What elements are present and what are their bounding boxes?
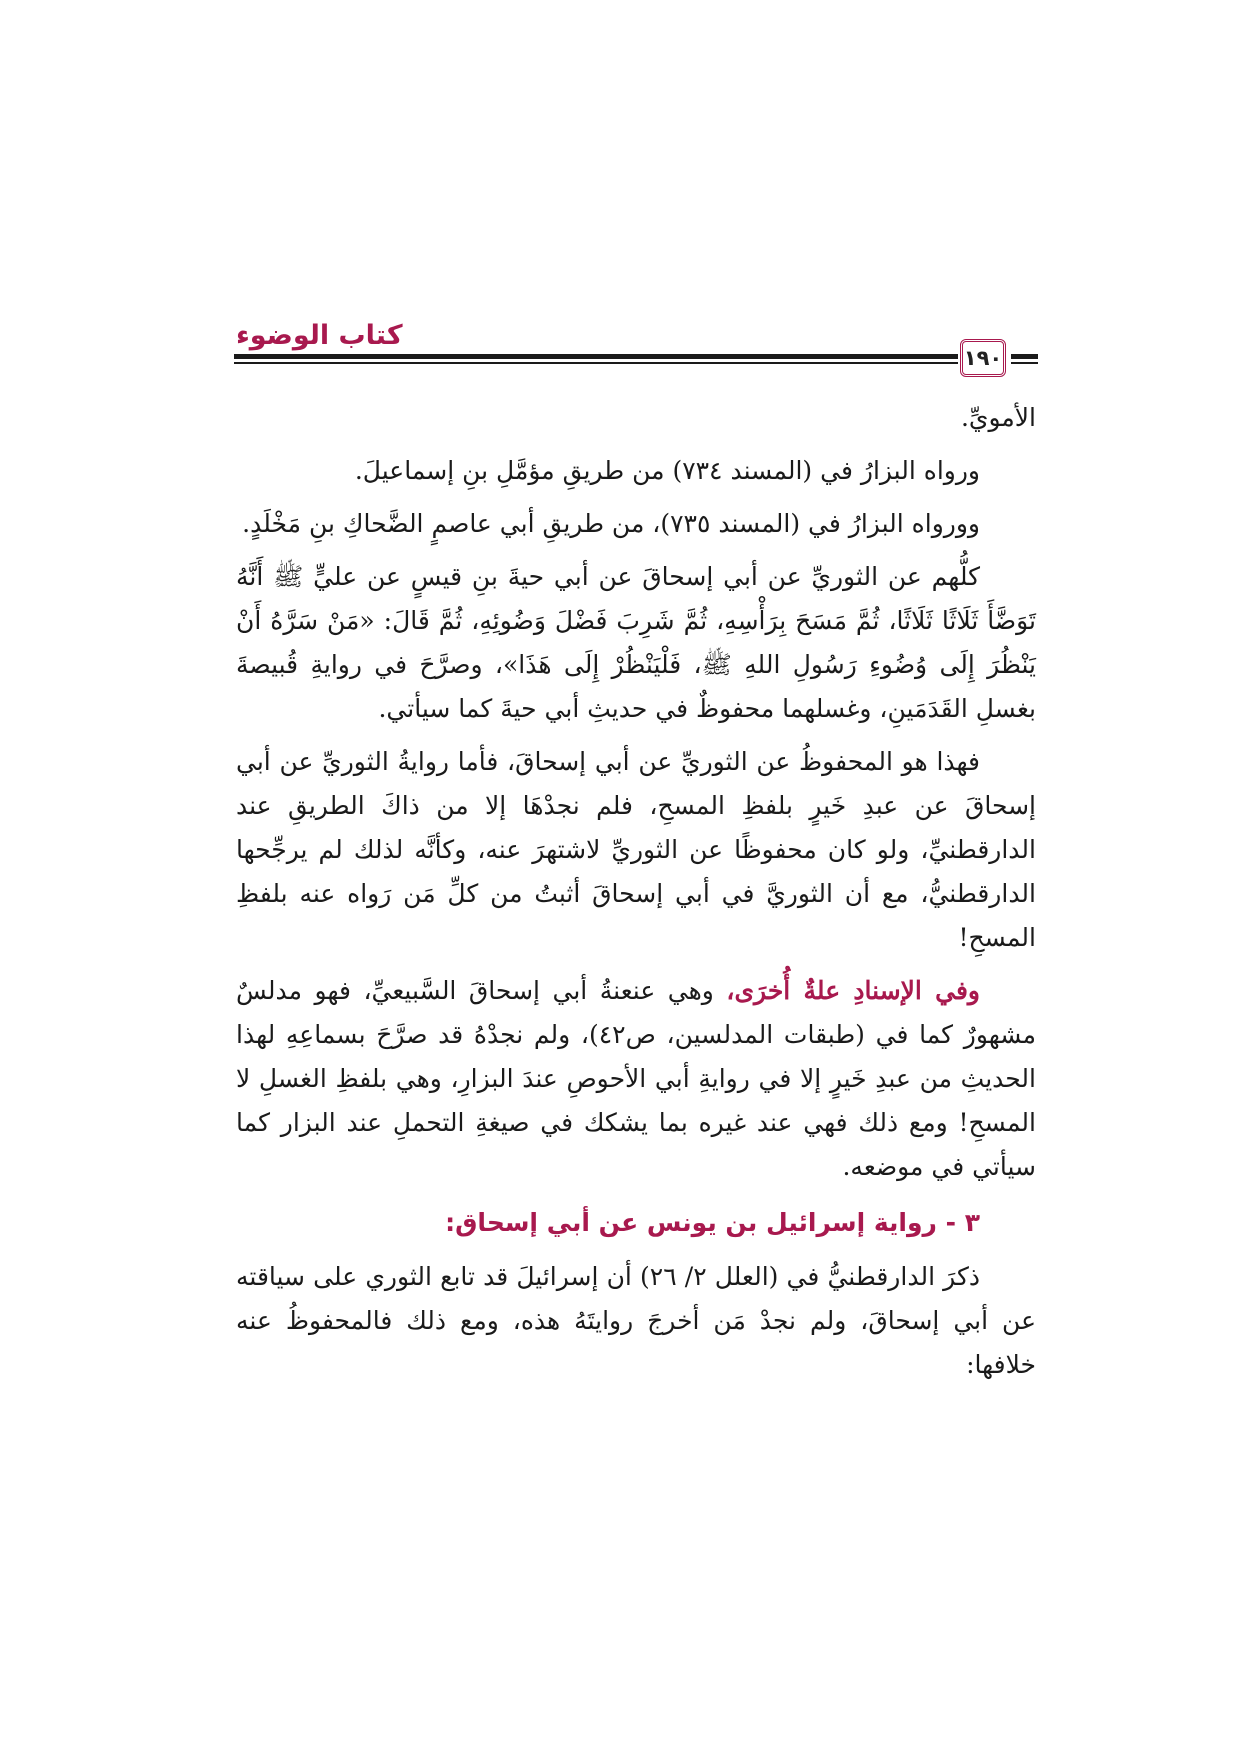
paragraph-3: وورواه البزارُ في (المسند ٧٣٥)، من طريقِ أبي عاصمٍ الضَّحاكِ بنِ مَخْلَدٍ. <box>242 509 980 538</box>
page-number: ١٩٠ <box>963 346 1003 370</box>
page-number-badge <box>960 339 1006 377</box>
paragraph-4: كلُّهم عن الثوريِّ عن أبي إسحاقَ عن أبي حيةَ بنِ قيسٍ عن عليٍّ ﷺ أَنَّهُ تَوَضَّأَ ثَلَاثًا ثَلَاثًا، ثُمَّ مَسَحَ بِرَأْسِهِ، ثُمَّ شَرِبَ فَضْلَ وَضُوئِهِ، ثُمَّ قَالَ: «مَنْ سَرَّهُ أَنْ يَنْظُرَ إِلَى وُضُوءِ رَسُولِ اللهِ ﷺ، فَلْيَنْظُرْ إِلَى هَذَا»، وصرَّحَ في روايةِ قُبيصةَ بغسلِ القَدَمَينِ، وغسلهما محفوظٌ في حديثِ أبي حيةَ كما سيأتي. <box>236 562 1036 723</box>
header-rule-thin <box>234 362 958 364</box>
paragraph-5: فهذا هو المحفوظُ عن الثوريِّ عن أبي إسحاقَ، فأما روايةُ الثوريِّ عن أبي إسحاقَ عن عبدِ خَيرٍ بلفظِ المسحِ، فلم نجدْهَا إلا من ذاكَ الطريقِ عند الدارقطنيِّ، ولو كان محفوظًا عن الثوريِّ لاشتهرَ عنه، وكأنَّه لذلك لم يرجِّحها الدارقطنيُّ، مع أن الثوريَّ في أبي إسحاقَ أثبتُ من كلِّ مَن رَواه عنه بلفظِ المسحِ! <box>236 747 1036 952</box>
book-title: كتاب الوضوء <box>236 320 403 351</box>
paragraph-6 <box>236 969 1036 1189</box>
paragraph-7: ذكرَ الدارقطنيُّ في (العلل ٢/ ٢٦) أن إسرائيلَ قد تابع الثوري على سياقته عن أبي إسحاقَ، ولم نجدْ مَن أخرجَ روايتَهُ هذه، ومع ذلك فالمحفوظُ عنه خلافها: <box>236 1262 1036 1379</box>
header-rule-right-thin <box>1011 362 1038 364</box>
header-rule-thick <box>234 354 958 359</box>
paragraph-1: الأمويِّ. <box>960 403 1036 432</box>
page-body <box>236 396 1036 1387</box>
paragraph-6-text: وهي عنعنةُ أبي إسحاقَ السَّبيعيِّ، فهو مدلسٌ مشهورٌ كما في (طبقات المدلسين، ص٤٢)، ولم نجدْهُ قد صرَّحَ بسماعِهِ لهذا الحديثِ من عبدِ خَيرٍ إلا في روايةِ أبي الأحوصِ عندَ البزارِ، وهي بلفظِ الغسلِ لا المسحِ! ومع ذلك فهي عند غيره بما يشكك في صيغةِ التحملِ عند البزار كما سيأتي في موضعه. <box>236 976 1036 1181</box>
header-rule-right-thick <box>1011 354 1038 359</box>
page-header <box>234 320 1038 384</box>
paragraph-2: ورواه البزارُ في (المسند ٧٣٤) من طريقِ مؤمَّلِ بنِ إسماعيلَ. <box>354 456 980 485</box>
section-heading: ٣ - رواية إسرائيل بن يونس عن أبي إسحاق: <box>445 1208 980 1237</box>
inline-heading: وفي الإسنادِ علةٌ أُخرَى، <box>726 976 980 1005</box>
